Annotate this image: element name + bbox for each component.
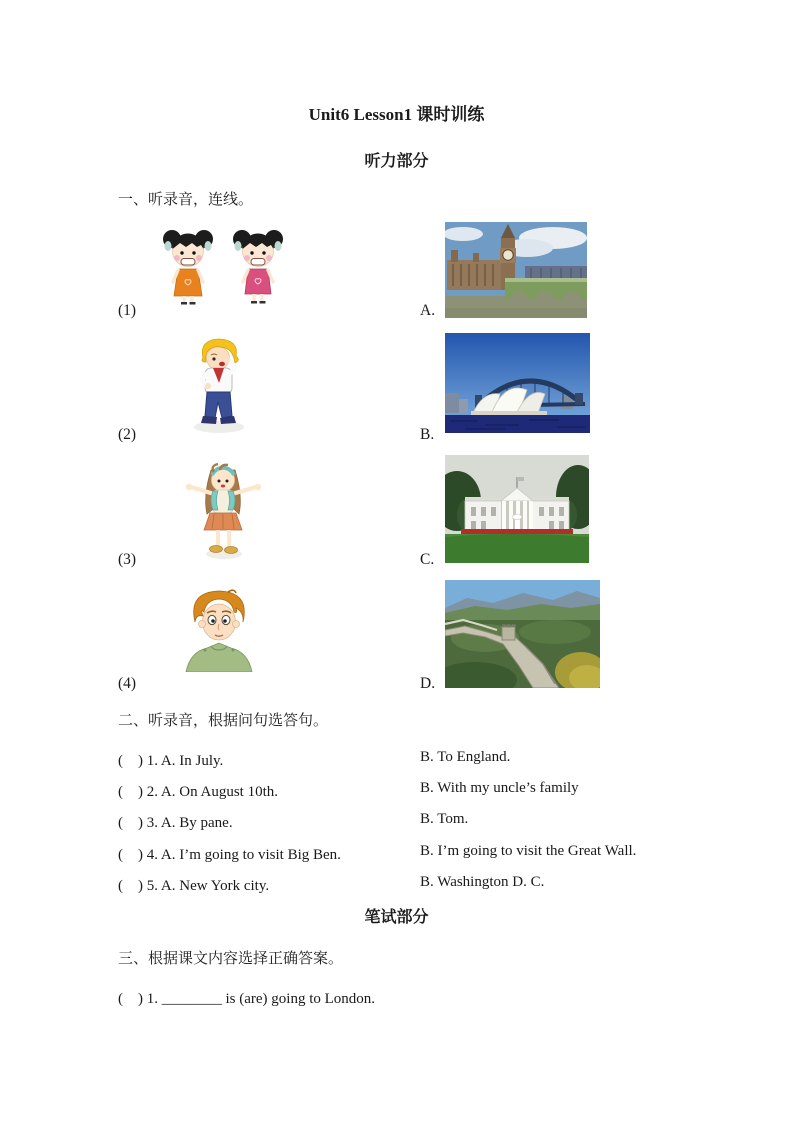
option-letter-d: D. [420,675,436,692]
boy-head-illustration [180,586,258,672]
question-5-option-b: B. Washington D. C. [420,874,545,890]
girl-arms-out-illustration [176,458,271,562]
listening-choice-heading: 二、听录音，根据问句选答句。 [118,713,329,729]
question-5-option-a: ( ) 5. A. New York city. [118,878,270,894]
question-1-option-b: B. To England. [420,749,511,765]
question-4-option-b: B. I’m going to visit the Great Wall. [420,843,637,859]
question-3-option-b: B. Tom. [420,811,469,827]
question-2-option-b: B. With my uncle’s family [420,780,579,796]
item-number-1: (1) [118,302,137,319]
photo-great-wall [445,580,600,688]
item-number-2: (2) [118,426,137,443]
written-section-header: 笔试部分 [364,909,429,926]
page-title: Unit6 Lesson1 课时训练 [308,105,485,124]
item-number-3: (3) [118,551,137,568]
question-3-option-a: ( ) 3. A. By pane. [118,815,233,831]
written-question-1: ( ) 1. ________ is (are) going to London. [118,991,376,1007]
matching-heading: 一、听录音，连线。 [118,192,254,208]
photo-sydney-opera-house [445,333,590,433]
option-letter-a: A. [420,302,436,319]
question-1-option-a: ( ) 1. A. In July. [118,753,224,769]
twin-girls-illustration [148,226,298,312]
listening-section-header: 听力部分 [364,153,429,170]
question-2-option-a: ( ) 2. A. On August 10th. [118,784,279,800]
blond-boy-illustration [183,336,253,434]
photo-white-house [445,455,589,563]
item-number-4: (4) [118,675,137,692]
photo-big-ben-london [445,222,587,318]
option-letter-c: C. [420,551,435,568]
question-4-option-a: ( ) 4. A. I’m going to visit Big Ben. [118,847,341,863]
option-letter-b: B. [420,426,435,443]
written-heading: 三、根据课文内容选择正确答案。 [118,951,344,967]
